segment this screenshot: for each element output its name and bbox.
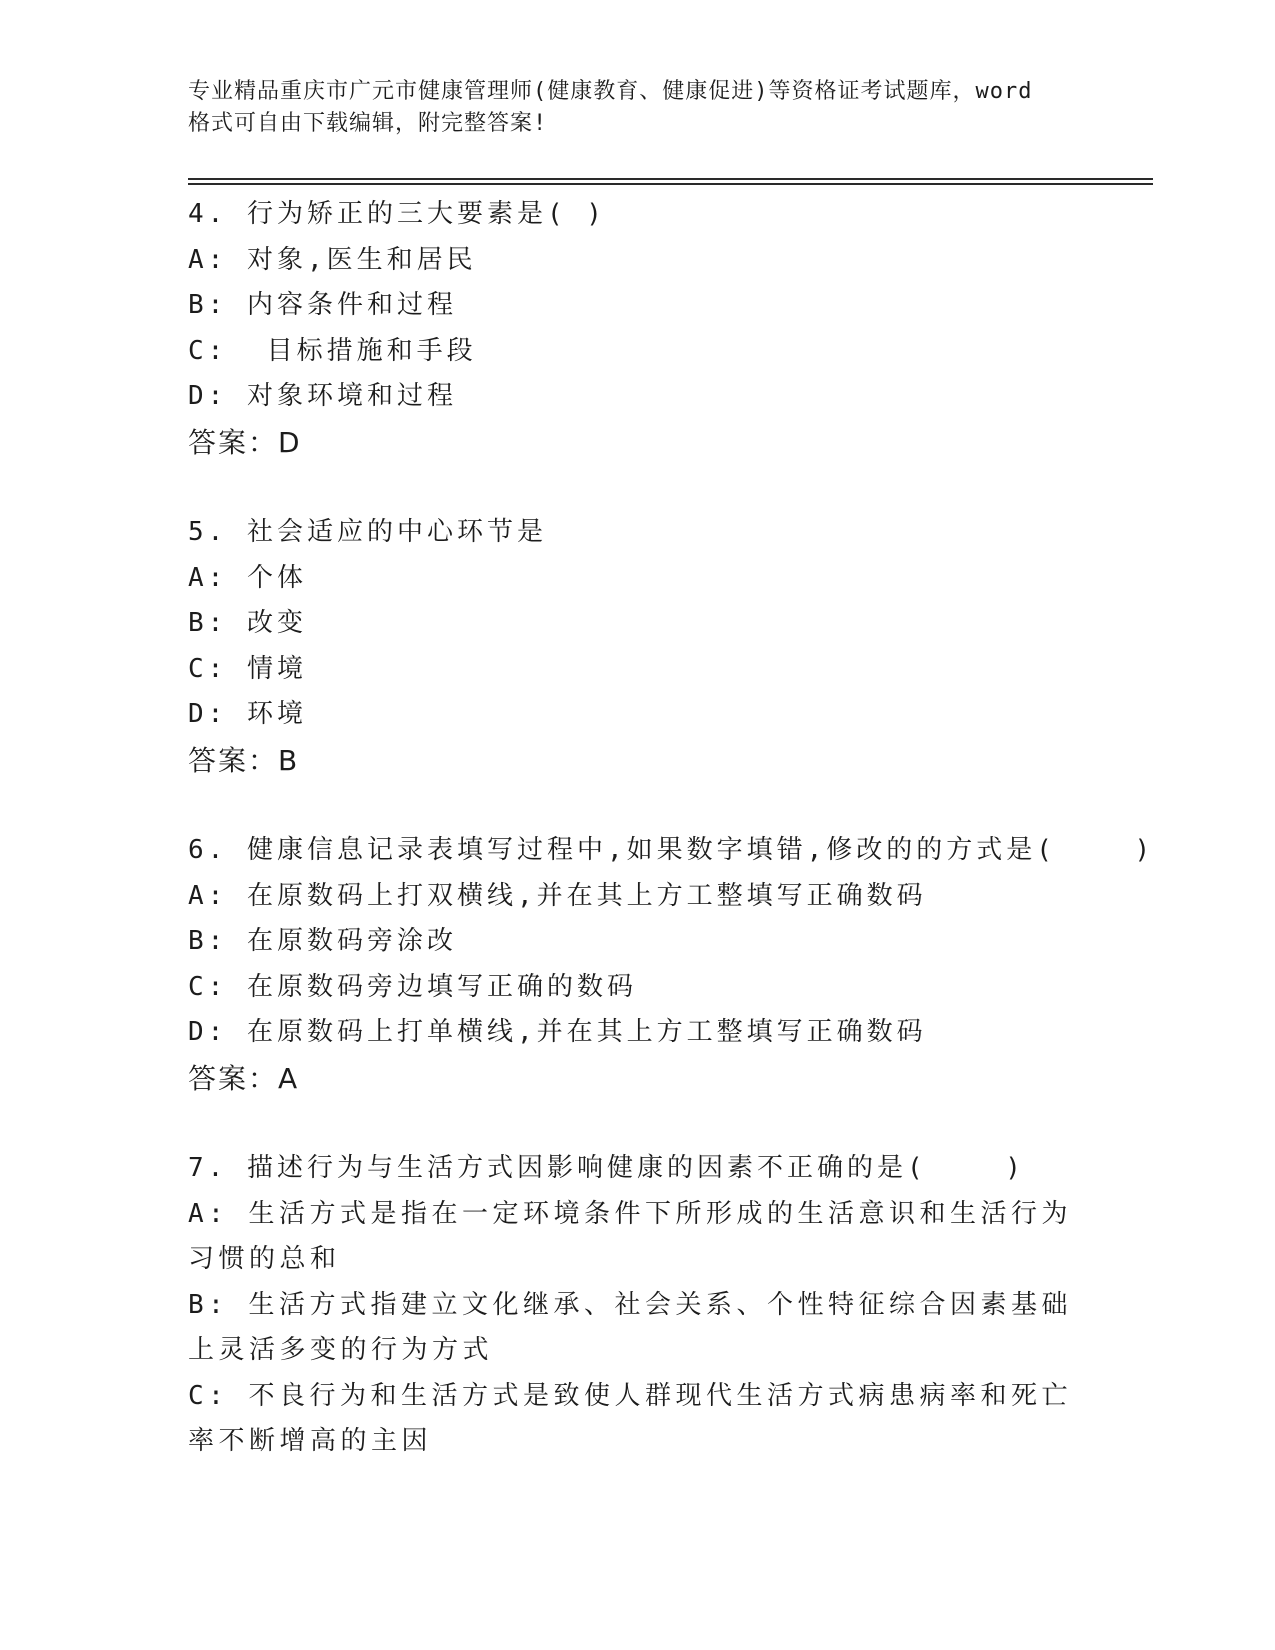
option-a: A: 生活方式是指在一定环境条件下所形成的生活意识和生活行为习惯的总和	[188, 1198, 1072, 1274]
answer-label: 答案：B	[188, 743, 300, 777]
header-line-2: 格式可自由下载编辑，附完整答案!	[188, 111, 548, 136]
question-7	[188, 1146, 1088, 1465]
header-line-1: 专业精品重庆市广元市健康管理师(健康教育、健康促进)等资格证考试题库，word	[188, 79, 1033, 104]
question-list	[188, 192, 1155, 1510]
option-d: D: 对象环境和过程	[188, 381, 457, 411]
option-a: A: 在原数码上打双横线,并在其上方工整填写正确数码	[188, 880, 927, 911]
option-c: C: 不良行为和生活方式是致使人群现代生活方式病患病率和死亡率不断增高的主因	[188, 1380, 1072, 1456]
question-stem: 4. 行为矫正的三大要素是( )	[188, 199, 606, 229]
option-c: C: 情境	[188, 653, 307, 684]
answer-label: 答案：A	[188, 1061, 300, 1095]
question-5	[188, 510, 1088, 783]
option-c: C: 在原数码旁边填写正确的数码	[188, 971, 637, 1002]
question-stem: 5. 社会适应的中心环节是	[188, 517, 547, 547]
header-divider-bottom	[188, 183, 1153, 185]
question-4	[188, 192, 1088, 465]
option-c: C: 目标措施和手段	[188, 335, 477, 366]
option-b: B: 在原数码旁涂改	[188, 926, 457, 956]
question-6	[188, 828, 1155, 1101]
option-a: A: 个体	[188, 562, 307, 593]
option-b: B: 改变	[188, 608, 307, 638]
option-a: A: 对象,医生和居民	[188, 244, 477, 275]
header-divider-top	[188, 178, 1153, 180]
answer-label: 答案：D	[188, 425, 302, 459]
option-d: D: 在原数码上打单横线,并在其上方工整填写正确数码	[188, 1017, 927, 1047]
question-stem: 6. 健康信息记录表填写过程中,如果数字填错,修改的的方式是( )	[188, 835, 1155, 865]
option-d: D: 环境	[188, 699, 307, 729]
question-stem: 7. 描述行为与生活方式因影响健康的因素不正确的是( )	[188, 1153, 1025, 1183]
page-header	[188, 76, 1088, 140]
option-b: B: 生活方式指建立文化继承、社会关系、个性特征综合因素基础上灵活多变的行为方式	[188, 1289, 1072, 1365]
option-b: B: 内容条件和过程	[188, 290, 457, 320]
